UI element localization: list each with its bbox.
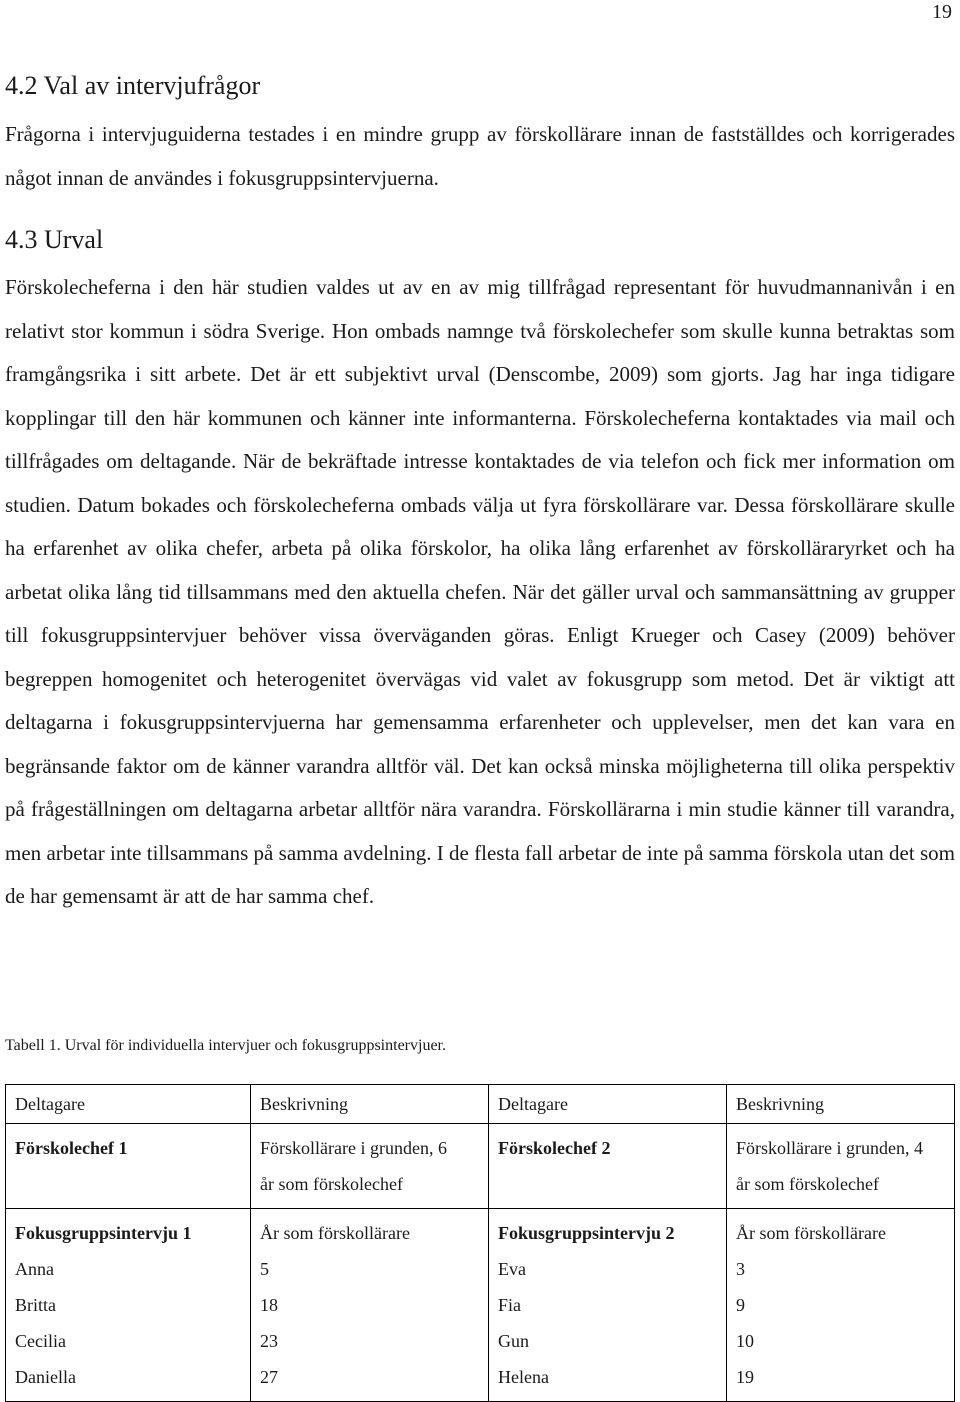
chef-1-description [251, 1124, 489, 1209]
participant-years: 10 [736, 1331, 754, 1351]
participant-years: 18 [260, 1295, 278, 1315]
header-cell: Deltagare [489, 1085, 727, 1124]
years-label: År som förskollärare [736, 1223, 886, 1243]
focus-group-2-members [489, 1209, 727, 1402]
chef-2-description-line: år som förskolechef [736, 1174, 879, 1194]
section-heading-4-2: 4.2 Val av intervjufrågor [5, 71, 261, 100]
participant-name: Helena [498, 1367, 549, 1387]
chef-2-name: Förskolechef 2 [489, 1124, 727, 1209]
focus-group-1-title: Fokusgruppsintervju 1 [15, 1223, 192, 1243]
focus-group-1-years [251, 1209, 489, 1402]
focus-group-1-members [6, 1209, 251, 1402]
chef-2-description [727, 1124, 955, 1209]
table-caption: Tabell 1. Urval för individuella intervjuer och fokusgruppsintervjuer. [5, 1037, 446, 1054]
table-header-row [6, 1085, 955, 1124]
page-number: 19 [932, 1, 952, 23]
section-4-3-paragraph: Förskolecheferna i den här studien valdes ut av en av mig tillfrågad representant för huvudmannanivån i en relativt stor kommun i södra Sverige. Hon ombads namnge två förskolechefer som skulle kunna betraktas som framgångsrika i sitt arbete. Det är ett subjektivt urval (Denscombe, 2009) som gjorts. Jag har inga tidigare kopplingar till den här kommunen och känner inte informanterna. Förskolecheferna kontaktades via mail och tillfrågades om deltagande. När de bekräftade intresse kontaktades de via telefon och fick mer information om studien. Datum bokades och förskolecheferna ombads välja ut fyra förskollärare var. Dessa förskollärare skulle ha erfarenhet av olika chefer, arbeta på olika förskolor, ha olika lång erfarenhet av förskolläraryrket och ha arbetat olika lång tid tillsammans med den aktuella chefen. När det gäller urval och sammansättning av grupper till fokusgruppsintervjuer behöver vissa överväganden göras. Enligt Krueger och Casey (2009) behöver begreppen homogenitet och heterogenitet övervägas vid valet av fokusgrupp som metod. Det är viktigt att deltagarna i fokusgruppsintervjuerna har gemensamma erfarenheter och upplevelser, men det kan vara en begränsande faktor om de känner varandra alltför väl. Det kan också minska möjligheterna till olika perspektiv på frågeställningen om deltagarna arbetar alltför nära varandra. Förskollärarna i min studie känner till varandra, men arbetar inte tillsammans på samma avdelning. I de flesta fall arbetar de inte på samma förskola utan det som de har gemensamt är att de har samma chef. [5, 275, 955, 908]
participants-table [5, 1084, 955, 1402]
header-cell: Deltagare [6, 1085, 251, 1124]
chef-1-description-line: år som förskolechef [260, 1174, 403, 1194]
participant-name: Fia [498, 1295, 522, 1315]
focus-group-2-title: Fokusgruppsintervju 2 [498, 1223, 675, 1243]
participant-name: Anna [15, 1259, 54, 1279]
table-row-chefs [6, 1124, 955, 1209]
years-label: År som förskollärare [260, 1223, 410, 1243]
participant-name: Britta [15, 1295, 56, 1315]
participant-name: Cecilia [15, 1331, 66, 1351]
chef-1-name: Förskolechef 1 [6, 1124, 251, 1209]
participant-name: Eva [498, 1259, 526, 1279]
header-cell: Beskrivning [251, 1085, 489, 1124]
participant-years: 23 [260, 1331, 278, 1351]
participant-name: Daniella [15, 1367, 76, 1387]
section-heading-4-3: 4.3 Urval [5, 225, 104, 254]
chef-2-description-line: Förskollärare i grunden, 4 [736, 1138, 923, 1158]
participant-years: 5 [260, 1259, 269, 1279]
focus-group-2-years [727, 1209, 955, 1402]
section-4-2-paragraph: Frågorna i intervjuguiderna testades i en mindre grupp av förskollärare innan de fastställdes och korrigerades något innan de användes i fokusgruppsintervjuerna. [5, 122, 955, 190]
participant-years: 9 [736, 1295, 745, 1315]
participant-years: 3 [736, 1259, 745, 1279]
participant-years: 19 [736, 1367, 754, 1387]
participant-years: 27 [260, 1367, 278, 1387]
header-cell: Beskrivning [727, 1085, 955, 1124]
participant-name: Gun [498, 1331, 529, 1351]
table-row-focus-groups [6, 1209, 955, 1402]
chef-1-description-line: Förskollärare i grunden, 6 [260, 1138, 447, 1158]
